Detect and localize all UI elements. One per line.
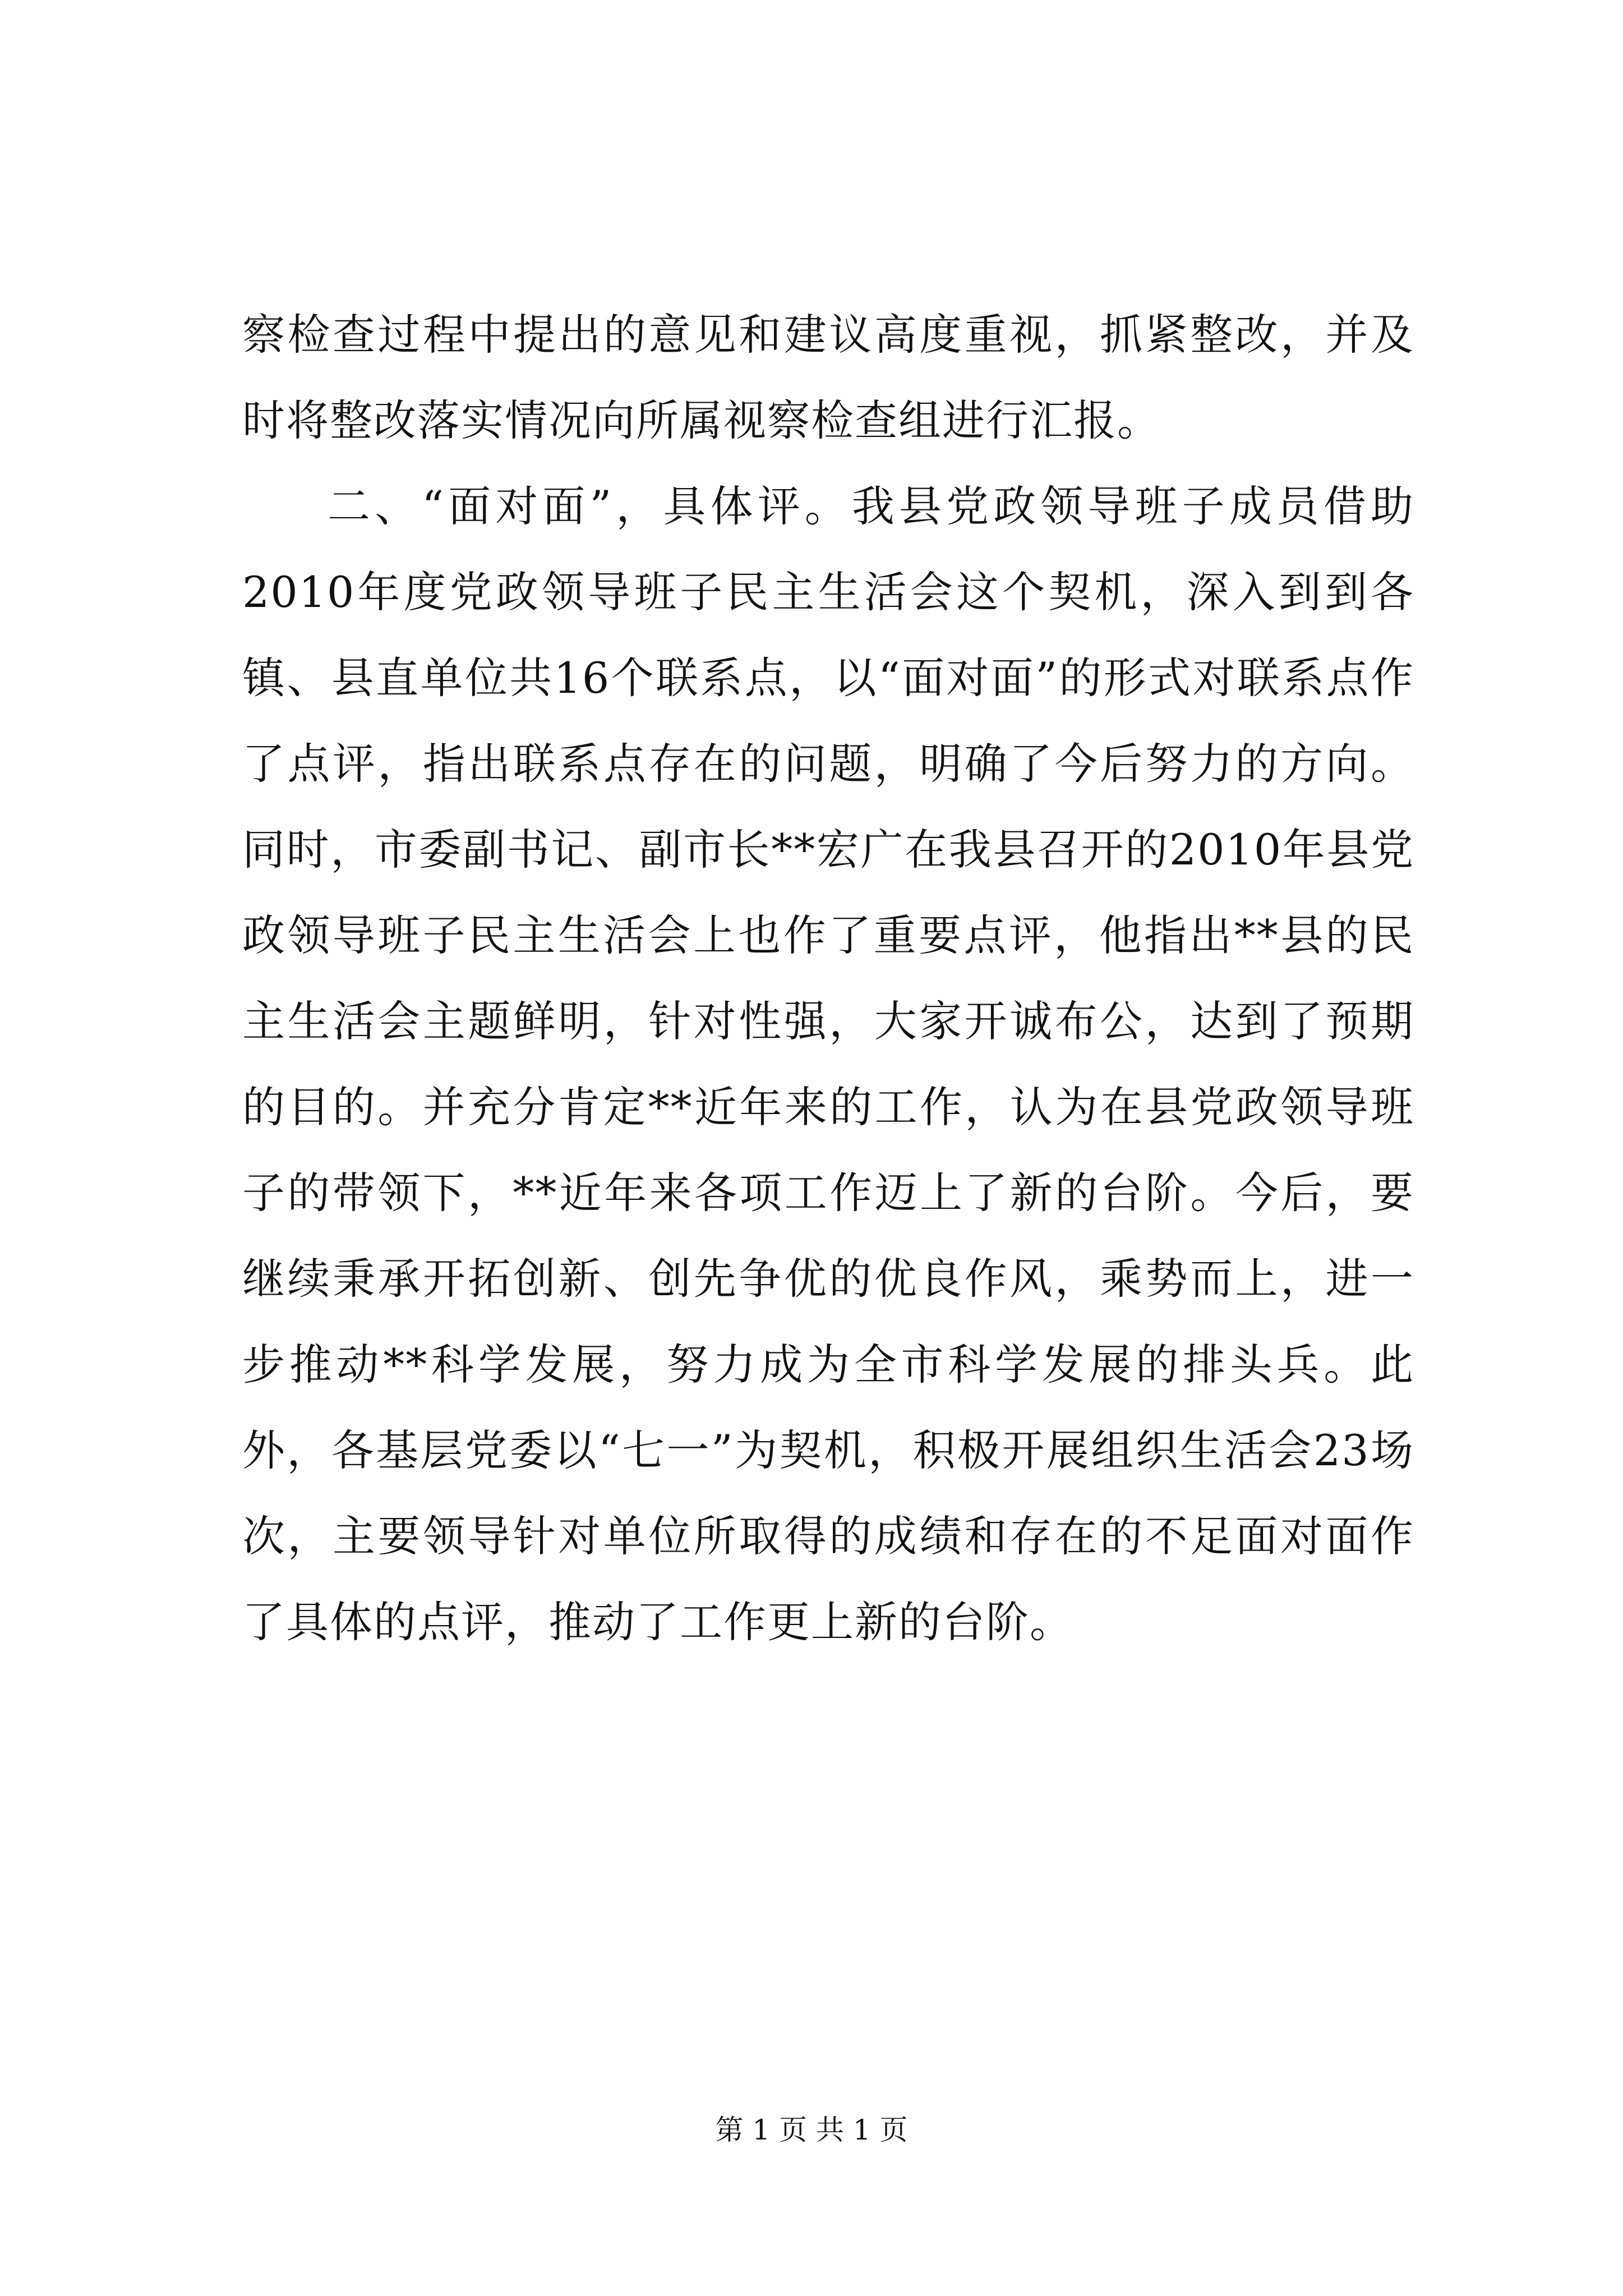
- document-body: [242, 292, 1414, 1665]
- page-footer: 第 1 页 共 1 页: [715, 2114, 908, 2146]
- paragraph-section-two: 二、“面对面”，具体评。我县党政领导班子成员借助2010年度党政领导班子民主生活会这个契机，深入到到各镇、县直单位共16个联系点，以“面对面”的形式对联系点作了点评，指出联系点存在的问题，明确了今后努力的方向。同时，市委副书记、副市长**宏广在我县召开的2010年县党政领导班子民主生活会上也作了重要点评，他指出**县的民主生活会主题鲜明，针对性强，大家开诚布公，达到了预期的目的。并充分肯定**近年来的工作，认为在县党政领导班子的带领下，**近年来各项工作迈上了新的台阶。今后，要继续秉承开拓创新、创先争优的优良作风，乘势而上，进一步推动**科学发展，努力成为全市科学发展的排头兵。此外，各基层党委以“七一”为契机，积极开展组织生活会23场次，主要领导针对单位所取得的成绩和存在的不足面对面作了具体的点评，推动了工作更上新的台阶。: [242, 481, 1414, 1647]
- paragraph-continuation: 察检查过程中提出的意见和建议高度重视，抓紧整改，并及时将整改落实情况向所属视察检查组进行汇报。: [242, 310, 1414, 445]
